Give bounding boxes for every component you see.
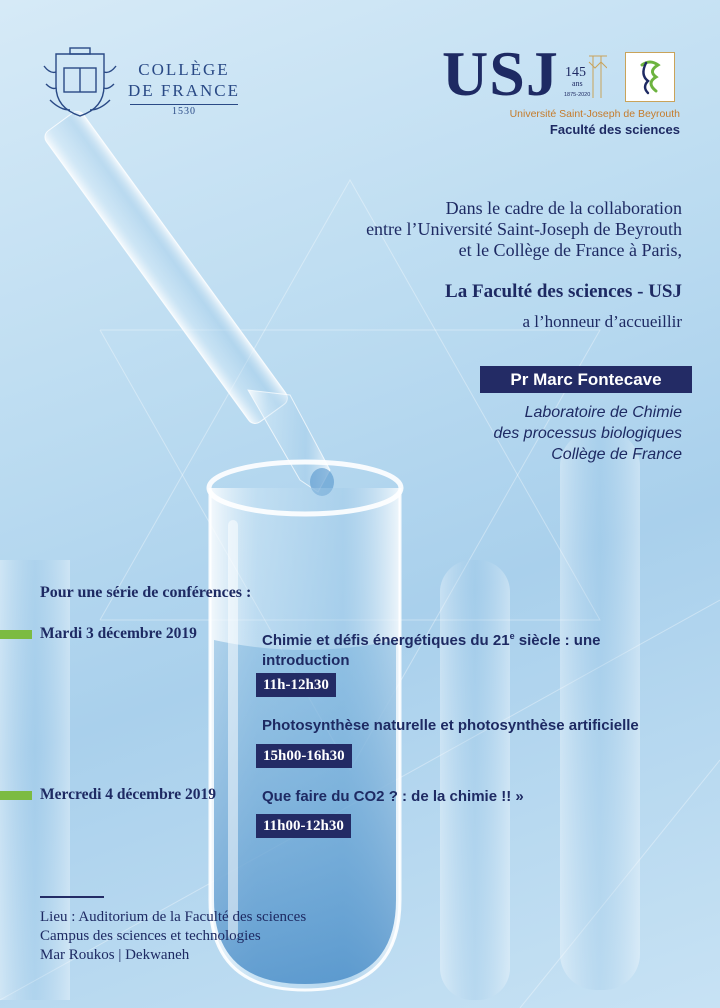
collaboration-intro — [366, 198, 682, 261]
series-heading: Pour une série de conférences : — [40, 584, 252, 601]
faculty-of-sciences-icon — [625, 52, 675, 102]
talk-3-title: Que faire du CO2 ? : de la chimie !! » — [262, 788, 524, 805]
talk-1-title — [262, 626, 600, 671]
usj-anniversary-badge — [563, 54, 607, 100]
venue-line-1: Lieu : Auditorium de la Faculté des sciences — [40, 909, 307, 925]
talk-1-text-b: siècle : une — [514, 632, 601, 649]
college-de-france-crest-icon — [40, 44, 120, 122]
intro-line-1: Dans le cadre de la collaboration — [445, 198, 682, 218]
talk-2-title: Photosynthèse naturelle et photosynthèse artificielle — [262, 717, 639, 734]
talk-1-text-a: Chimie et défis énergétiques du 21 — [262, 632, 510, 649]
usj-anniversary-number: 145 — [565, 65, 586, 80]
affiliation-line-3: Collège de France — [551, 446, 682, 463]
usj-anniversary-years: 1875-2020 — [564, 92, 591, 98]
day-1-marker — [0, 630, 32, 639]
intro-line-3: et le Collège de France à Paris, — [458, 240, 682, 260]
affiliation-line-2: des processus biologiques — [493, 425, 682, 442]
usj-anniversary-unit: ans — [572, 79, 583, 88]
day-2-marker — [0, 791, 32, 800]
college-name-line2: DE FRANCE — [128, 81, 240, 100]
usj-faculty-name: Faculté des sciences — [549, 122, 680, 137]
talk-1-superscript: e — [509, 631, 515, 641]
talk-1-time: 11h-12h30 — [256, 673, 336, 697]
venue-block — [40, 908, 306, 965]
talk-1-line1 — [262, 626, 600, 651]
usj-full-name: Université Saint-Joseph de Beyrouth — [509, 108, 680, 120]
speaker-name: Pr Marc Fontecave — [480, 366, 692, 393]
venue-divider — [40, 896, 104, 898]
college-de-france-wordmark — [128, 60, 240, 117]
college-year: 1530 — [171, 106, 196, 117]
venue-line-3: Mar Roukos | Dekwaneh — [40, 947, 190, 963]
host-faculty: La Faculté des sciences - USJ — [445, 281, 682, 302]
venue-line-2: Campus des sciences et technologies — [40, 928, 261, 944]
day-1-date: Mardi 3 décembre 2019 — [40, 625, 197, 642]
usj-acronym: USJ — [442, 38, 559, 109]
day-2-date: Mercredi 4 décembre 2019 — [40, 786, 217, 803]
talk-3-time: 11h00-12h30 — [256, 814, 351, 838]
talk-2-time: 15h00-16h30 — [256, 744, 352, 768]
talk-1-line2: introduction — [262, 652, 350, 669]
college-divider — [130, 104, 238, 105]
speaker-affiliation — [493, 402, 682, 465]
honour-text: a l’honneur d’accueillir — [522, 312, 682, 331]
college-name-line1: COLLÈGE — [138, 60, 230, 79]
intro-line-2: entre l’Université Saint-Joseph de Beyrouth — [366, 219, 682, 239]
affiliation-line-1: Laboratoire de Chimie — [524, 404, 682, 421]
